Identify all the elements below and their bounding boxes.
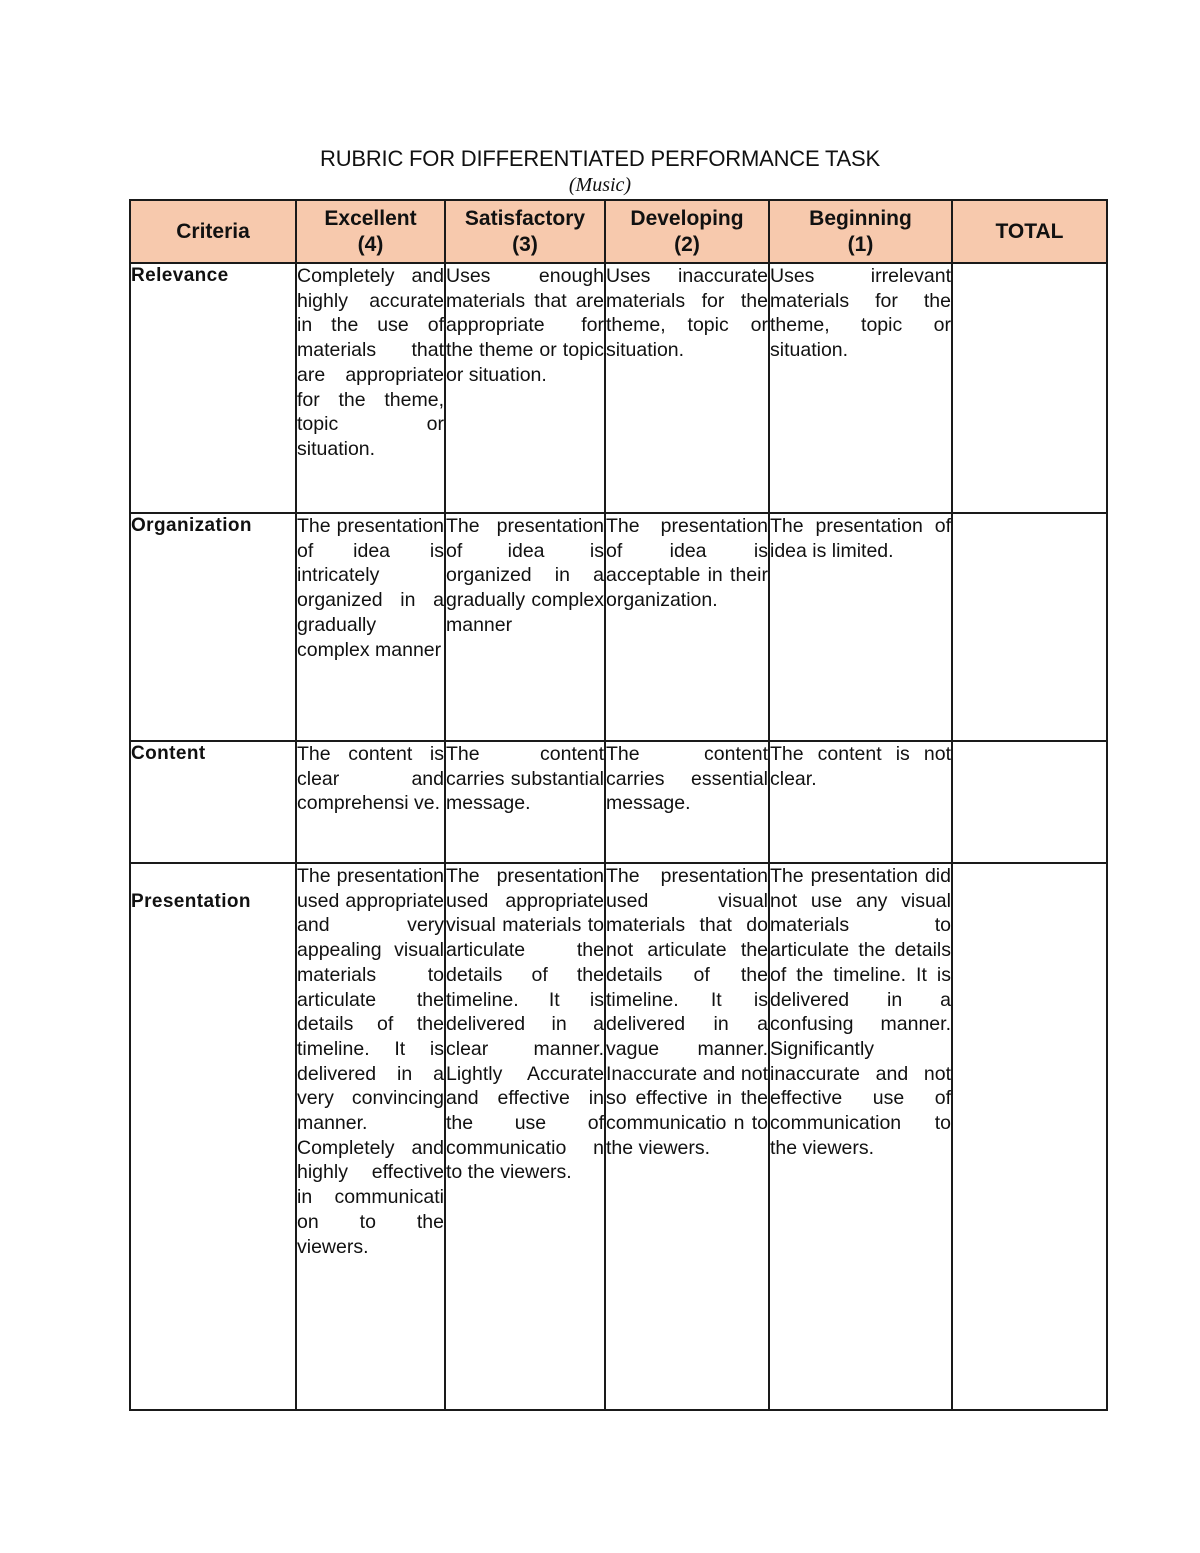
cell-developing: The presentation used visual materials that do not articulate the details of the timeline. It is delivered in a vague manner. Inaccurate and not so effective in the communicatio n to the viewers. xyxy=(605,863,769,1410)
level-name: Beginning xyxy=(809,206,912,230)
criterion-relevance: Relevance xyxy=(130,263,296,513)
cell-satisfactory: Uses enough materials that are appropriate for the theme or topic or situation. xyxy=(445,263,605,513)
page-title: RUBRIC FOR DIFFERENTIATED PERFORMANCE TASK xyxy=(320,146,880,171)
cell-excellent: The content is clear and comprehensi ve. xyxy=(296,741,445,863)
level-score: (1) xyxy=(847,232,874,256)
header-level-developing xyxy=(605,200,769,263)
table-row xyxy=(130,741,1107,863)
cell-beginning: The presentation did not use any visual materials to articulate the details of the timeline. It is delivered in a confusing manner. Significantly inaccurate and not effective use of communication to the viewers. xyxy=(769,863,952,1410)
header-level-beginning xyxy=(769,200,952,263)
header-total: TOTAL xyxy=(952,200,1107,263)
criterion-organization: Organization xyxy=(130,513,296,741)
page-subtitle: (Music) xyxy=(568,174,632,196)
cell-beginning: Uses irrelevant materials for the theme, topic or situation. xyxy=(769,263,952,513)
cell-total[interactable] xyxy=(952,741,1107,863)
cell-beginning: The content is not clear. xyxy=(769,741,952,863)
table-row xyxy=(130,513,1107,741)
header-criteria: Criteria xyxy=(130,200,296,263)
criterion-content: Content xyxy=(130,741,296,863)
cell-satisfactory: The presentation used appropriate visual materials to articulate the details of the timeline. It is delivered in a clear manner. Lightly Accurate and effective in the use of communicatio n to the viewers. xyxy=(445,863,605,1410)
cell-total[interactable] xyxy=(952,863,1107,1410)
level-name: Developing xyxy=(630,206,744,230)
level-score: (2) xyxy=(674,232,700,256)
rubric-table xyxy=(129,199,1108,1411)
cell-developing: The presentation of idea is acceptable in their organization. xyxy=(605,513,769,741)
cell-satisfactory: The content carries substantial message. xyxy=(445,741,605,863)
cell-beginning: The presentation of idea is limited. xyxy=(769,513,952,741)
level-score: (4) xyxy=(357,232,384,256)
table-row xyxy=(130,263,1107,513)
criterion-presentation: Presentation xyxy=(130,863,296,1410)
cell-excellent: The presentation used appropriate and very appealing visual materials to articulate the details of the timeline. It is delivered in a very convincing manner. Completely and highly effective in communicati on to the viewers. xyxy=(296,863,445,1410)
cell-excellent: The presentation of idea is intricately organized in a gradually complex manner xyxy=(296,513,445,741)
cell-satisfactory: The presentation of idea is organized in a gradually complex manner xyxy=(445,513,605,741)
level-name: Satisfactory xyxy=(464,206,586,230)
cell-total[interactable] xyxy=(952,513,1107,741)
header-row xyxy=(130,200,1107,263)
level-score: (3) xyxy=(512,232,538,256)
table-row xyxy=(130,863,1107,1410)
level-name: Excellent xyxy=(324,206,417,230)
header-level-excellent xyxy=(296,200,445,263)
cell-excellent: Completely and highly accurate in the use of materials that are appropriate for the theme, topic or situation. xyxy=(296,263,445,513)
header-level-satisfactory xyxy=(445,200,605,263)
cell-developing: Uses inaccurate materials for the theme, topic or situation. xyxy=(605,263,769,513)
cell-total[interactable] xyxy=(952,263,1107,513)
cell-developing: The content carries essential message. xyxy=(605,741,769,863)
